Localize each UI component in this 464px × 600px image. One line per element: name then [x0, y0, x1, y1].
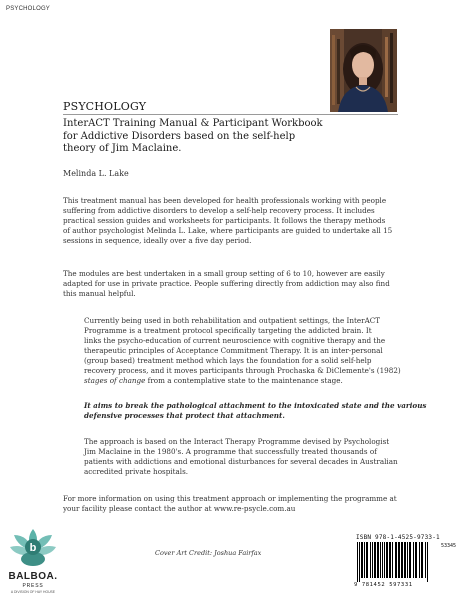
- stages-of-change-term: stages of change: [84, 376, 146, 385]
- book-title-line: InterACT Training Manual & Participant Workbook: [63, 118, 323, 129]
- barcode-bar: [401, 542, 403, 578]
- barcode-bar: [404, 542, 406, 578]
- paragraph-line: sessions in sequence, ideally over a five day period.: [63, 236, 252, 245]
- barcode-bar: [398, 542, 400, 578]
- paragraph-line: patients with addictions and emotional disturbances for several decades in Australian: [84, 457, 398, 466]
- paragraph-line: links the psycho-education of current neuroscience with cognitive therapy and the: [84, 336, 386, 345]
- publisher-division: A DIVISION OF HAY HOUSE: [10, 590, 56, 594]
- aims-paragraph: [84, 401, 426, 421]
- barcode-bar: [372, 542, 373, 578]
- section-title: PSYCHOLOGY: [63, 100, 147, 113]
- barcode-bar: [413, 542, 414, 578]
- book-title-line: theory of Jim Maclaine.: [63, 143, 182, 154]
- paragraph-line: adapted for use in private practice. People suffering directly from addiction may also find: [63, 279, 390, 288]
- book-title-line: for Addictive Disorders based on the self-help: [63, 130, 296, 142]
- paragraph-line: Jim Maclaine in the 1980's. A programme that successfully treated thousands of: [84, 447, 377, 456]
- barcode-bar: [384, 542, 385, 578]
- barcode-bar: [415, 542, 417, 578]
- publisher-name: BALBOA.: [8, 571, 58, 582]
- barcode-bar: [386, 542, 388, 578]
- paragraph-line: this manual helpful.: [63, 289, 136, 298]
- approach-paragraph: [84, 437, 398, 477]
- barcode-bar: [409, 542, 411, 578]
- barcode-bar: [389, 542, 391, 578]
- isbn-barcode: [350, 530, 458, 592]
- barcode-bar: [425, 542, 426, 578]
- paragraph-line-rest: from a contemplative state to the maintenance stage.: [145, 376, 343, 385]
- paragraph-line: recovery process, and it moves participants through Prochaska & DiClemente's (1982): [84, 366, 401, 375]
- barcode-bar: [419, 542, 420, 578]
- barcode-bar: [421, 542, 423, 578]
- barcode-bar: [374, 542, 376, 578]
- balboa-press-logo: [4, 525, 62, 595]
- author-name: Melinda L. Lake: [63, 169, 129, 178]
- paragraph-line: For more information on using this treatment approach or implementing the programme at: [63, 494, 397, 503]
- paragraph-line: This treatment manual has been developed for health professionals working with people: [63, 196, 387, 205]
- barcode-bar: [382, 542, 383, 578]
- book-title: [63, 118, 343, 156]
- barcode-bars: [356, 542, 428, 582]
- barcode-bar: [407, 542, 408, 578]
- paragraph-line: defensive processes that protect that attachment.: [84, 411, 285, 420]
- barcode-guard-bar: [359, 542, 360, 582]
- price-code: 53345: [440, 543, 456, 549]
- paragraph-line: Currently being used in both rehabilitation and outpatient settings, the InterACT: [84, 316, 381, 325]
- svg-text:b: b: [29, 542, 37, 554]
- paragraph-line: It aims to break the pathological attachment to the intoxicated state and the various: [84, 401, 427, 410]
- barcode-guard-bar: [357, 542, 358, 582]
- barcode-bar: [395, 542, 397, 578]
- paragraph-line: your facility please contact the author at www.re-psycle.com.au: [63, 504, 296, 513]
- author-photo: [330, 29, 397, 112]
- barcode-bar: [380, 542, 381, 578]
- paragraph-line: practical session guides and worksheets for participants. It follows the therapy methods: [63, 216, 386, 225]
- barcode-bar: [366, 542, 368, 578]
- barcode-bar: [377, 542, 379, 578]
- cover-art-credit: Cover Art Credit: Joshua Fairfax: [155, 549, 262, 557]
- title-divider: [63, 114, 398, 115]
- isbn-number: ISBN 978-1-4525-9733-1: [356, 534, 440, 541]
- paragraph-line: accredited private hospitals.: [84, 467, 189, 476]
- paragraph-line: therapeutic principles of Acceptance Commitment Therapy. It is an inter-personal: [84, 346, 383, 355]
- programme-paragraph: [84, 316, 401, 386]
- paragraph-line: The approach is based on the Interact Therapy Programme devised by Psychologist: [84, 437, 390, 446]
- barcode-digits: 9 781452 597331: [354, 582, 413, 588]
- paragraph-line: suffering from addictive disorders to develop a self-help recovery process. It includes: [63, 206, 375, 215]
- paragraph-line: The modules are best undertaken in a small group setting of 6 to 10, however are easily: [63, 269, 385, 278]
- barcode-bar: [361, 542, 363, 578]
- paragraph-line: (group based) treatment method which lays the foundation for a solid self-help: [84, 356, 372, 365]
- corner-category-label: PSYCHOLOGY: [6, 6, 51, 12]
- barcode-bar: [364, 542, 365, 578]
- barcode-bar: [392, 542, 393, 578]
- contact-paragraph: [63, 494, 397, 514]
- paragraph-line: Programme is a treatment protocol specifically targeting the addicted brain. It: [84, 326, 372, 335]
- paragraph-line: of author psychologist Melinda L. Lake, where participants are guided to undertake all 15: [63, 226, 393, 235]
- lotus-icon: [4, 525, 62, 571]
- barcode-guard-bar: [427, 542, 428, 582]
- paragraph-line: [84, 376, 401, 386]
- description-paragraph: [63, 196, 392, 246]
- publisher-sub: PRESS: [22, 583, 44, 589]
- barcode-bar: [370, 542, 371, 578]
- modules-paragraph: [63, 269, 390, 299]
